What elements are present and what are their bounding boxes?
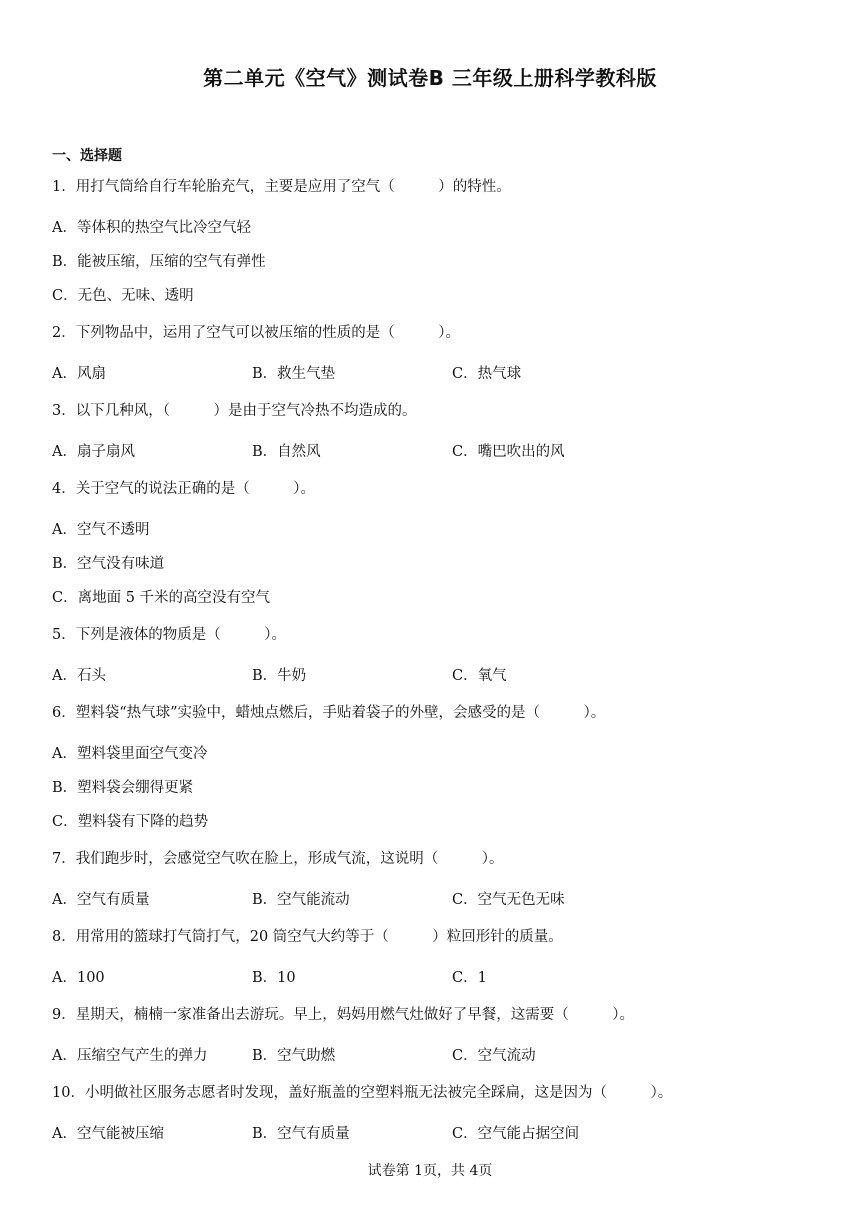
option-c: C．空气能占据空间 bbox=[452, 1126, 580, 1142]
option-a: A．压缩空气产生的弹力 bbox=[52, 1048, 208, 1064]
question-9 bbox=[52, 1000, 812, 1073]
option-a: A．风扇 bbox=[52, 366, 106, 382]
question-8 bbox=[52, 922, 812, 995]
question-3 bbox=[52, 396, 812, 469]
option-b: B．空气能流动 bbox=[252, 892, 350, 908]
option-b: B．救生气垫 bbox=[252, 366, 336, 382]
question-stem: 3．以下几种风，（ ）是由于空气冷热不均造成的。 bbox=[52, 403, 417, 419]
option-a: A．空气不透明 bbox=[52, 522, 150, 538]
page-footer: 试卷第 1页，共 4页 bbox=[367, 1163, 493, 1179]
option-b: B．自然风 bbox=[252, 444, 321, 460]
option-list bbox=[52, 961, 812, 995]
option-c: C．无色、无味、透明 bbox=[52, 288, 194, 304]
option-list bbox=[52, 357, 812, 391]
question-list bbox=[52, 172, 812, 1156]
option-b: B．空气有质量 bbox=[252, 1126, 350, 1142]
question-stem: 2．下列物品中，运用了空气可以被压缩的性质的是（ ）。 bbox=[52, 325, 460, 341]
question-stem: 9．星期天，楠楠一家准备出去游玩。早上，妈妈用燃气灶做好了早餐，这需要（ ）。 bbox=[52, 1007, 634, 1023]
option-list bbox=[52, 435, 812, 469]
option-a: A．100 bbox=[52, 970, 105, 986]
option-b: B．塑料袋会绷得更紧 bbox=[52, 780, 194, 796]
question-1 bbox=[52, 172, 812, 313]
question-4 bbox=[52, 474, 812, 615]
option-c: C．空气无色无味 bbox=[452, 892, 565, 908]
option-c: C．嘴巴吹出的风 bbox=[452, 444, 565, 460]
option-c: C．离地面 5 千米的高空没有空气 bbox=[52, 590, 271, 606]
question-5 bbox=[52, 620, 812, 693]
option-c: C．氧气 bbox=[452, 668, 507, 684]
option-list bbox=[52, 211, 812, 313]
option-a: A．等体积的热空气比冷空气轻 bbox=[52, 220, 251, 236]
question-stem: 7．我们跑步时，会感觉空气吹在脸上，形成气流，这说明（ ）。 bbox=[52, 851, 504, 867]
option-list bbox=[52, 659, 812, 693]
question-stem: 5．下列是液体的物质是（ ）。 bbox=[52, 627, 286, 643]
option-a: A．空气能被压缩 bbox=[52, 1126, 164, 1142]
option-b: B．牛奶 bbox=[252, 668, 307, 684]
question-2 bbox=[52, 318, 812, 391]
option-c: C．塑料袋有下降的趋势 bbox=[52, 814, 209, 830]
question-stem: 10．小明做社区服务志愿者时发现，盖好瓶盖的空塑料瓶无法被完全踩扁，这是因为（ ）。 bbox=[52, 1085, 673, 1101]
option-list bbox=[52, 883, 812, 917]
option-a: A．扇子扇风 bbox=[52, 444, 135, 460]
page-title: 第二单元《空气》测试卷B 三年级上册科学教科版 bbox=[203, 66, 657, 90]
question-stem: 6．塑料袋“热气球”实验中，蜡烛点燃后，手贴着袋子的外壁，会感受的是（ ）。 bbox=[52, 705, 606, 721]
option-list bbox=[52, 1039, 812, 1073]
option-list bbox=[52, 737, 812, 839]
option-c: C．1 bbox=[452, 970, 487, 986]
option-b: B．能被压缩，压缩的空气有弹性 bbox=[52, 254, 266, 270]
option-b: B．空气助燃 bbox=[252, 1048, 336, 1064]
option-c: C．热气球 bbox=[452, 366, 522, 382]
question-10 bbox=[52, 1078, 812, 1151]
option-a: A．石头 bbox=[52, 668, 106, 684]
option-c: C．空气流动 bbox=[452, 1048, 536, 1064]
option-list bbox=[52, 1117, 812, 1151]
option-b: B．空气没有味道 bbox=[52, 556, 165, 572]
question-stem: 1．用打气筒给自行车轮胎充气，主要是应用了空气（ ）的特性。 bbox=[52, 179, 511, 195]
question-7 bbox=[52, 844, 812, 917]
question-stem: 4．关于空气的说法正确的是（ ）。 bbox=[52, 481, 315, 497]
option-a: A．空气有质量 bbox=[52, 892, 150, 908]
option-list bbox=[52, 513, 812, 615]
question-6 bbox=[52, 698, 812, 839]
option-a: A．塑料袋里面空气变冷 bbox=[52, 746, 208, 762]
option-b: B．10 bbox=[252, 970, 296, 986]
question-stem: 8．用常用的篮球打气筒打气，20 筒空气大约等于（ ）粒回形针的质量。 bbox=[52, 929, 563, 945]
section-heading: 一、选择题 bbox=[52, 148, 122, 164]
